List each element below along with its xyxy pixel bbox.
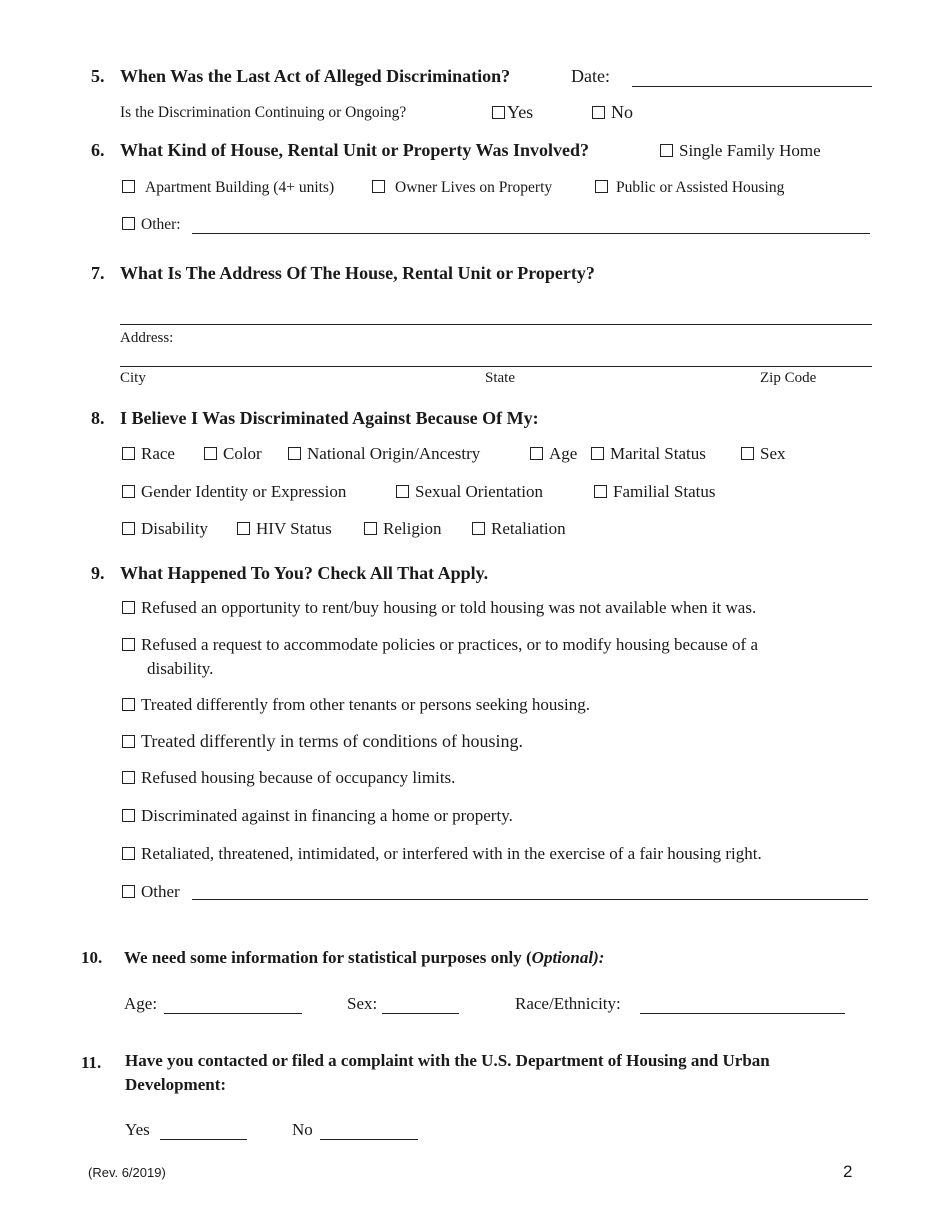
q9-option-refused-opportunity[interactable]: Refused an opportunity to rent/buy housing or told housing was not available when it was. xyxy=(122,598,756,618)
q6-option-apartment[interactable]: Apartment Building (4+ units) xyxy=(122,179,334,197)
q8-option-retaliation[interactable]: Retaliation xyxy=(472,519,566,539)
checkbox-icon[interactable] xyxy=(122,771,135,784)
q9-option-financing[interactable]: Discriminated against in financing a home or property. xyxy=(122,806,513,826)
q6-number: 6. xyxy=(91,140,105,160)
checkbox-icon[interactable] xyxy=(237,522,250,535)
checkbox-icon[interactable] xyxy=(660,144,673,157)
q10-title: We need some information for statistical purposes only (Optional): xyxy=(124,948,605,967)
q6-option-single-family[interactable]: Single Family Home xyxy=(660,141,821,161)
q8-option-religion[interactable]: Religion xyxy=(364,519,442,539)
checkbox-icon[interactable] xyxy=(122,217,135,230)
q6-other-field[interactable] xyxy=(192,233,870,234)
checkbox-icon[interactable] xyxy=(396,485,409,498)
q8-option-color[interactable]: Color xyxy=(204,444,262,464)
q8-option-familial-status[interactable]: Familial Status xyxy=(594,482,715,502)
checkbox-icon[interactable] xyxy=(122,847,135,860)
q11-title-line2: Development: xyxy=(125,1075,227,1094)
q9-title: What Happened To You? Check All That Apply. xyxy=(120,563,489,583)
q7-address-field[interactable] xyxy=(120,324,872,325)
q7-state-label: State xyxy=(485,370,515,386)
q8-option-gender-identity[interactable]: Gender Identity or Expression xyxy=(122,482,346,502)
checkbox-icon[interactable] xyxy=(594,485,607,498)
checkbox-icon[interactable] xyxy=(122,601,135,614)
q8-option-hiv-status[interactable]: HIV Status xyxy=(237,519,332,539)
q11-yes-field[interactable] xyxy=(160,1139,247,1140)
q5-title: When Was the Last Act of Alleged Discrimination? xyxy=(120,66,511,86)
q8-option-race[interactable]: Race xyxy=(122,444,175,464)
checkbox-icon[interactable] xyxy=(530,447,543,460)
checkbox-icon[interactable] xyxy=(122,638,135,651)
checkbox-icon[interactable] xyxy=(204,447,217,460)
checkbox-icon[interactable] xyxy=(288,447,301,460)
checkbox-icon[interactable] xyxy=(592,106,605,119)
q10-number: 10. xyxy=(81,948,103,967)
q9-other-field[interactable] xyxy=(192,899,868,900)
q9-option-refused-accommodation[interactable]: Refused a request to accommodate policies or practices, or to modify housing because of a xyxy=(122,635,758,655)
q5-yes-option[interactable]: Yes xyxy=(492,102,533,123)
q8-option-marital-status[interactable]: Marital Status xyxy=(591,444,706,464)
q9-option-occupancy-limits[interactable]: Refused housing because of occupancy limits. xyxy=(122,768,455,788)
q10-race-label: Race/Ethnicity: xyxy=(515,994,621,1013)
checkbox-icon[interactable] xyxy=(122,485,135,498)
q9-option-retaliated[interactable]: Retaliated, threatened, intimidated, or interfered with in the exercise of a fair housing right. xyxy=(122,844,762,864)
q9-option-refused-accommodation-cont: disability. xyxy=(147,659,214,678)
checkbox-icon[interactable] xyxy=(472,522,485,535)
checkbox-icon[interactable] xyxy=(591,447,604,460)
q9-option-treated-differently-conditions[interactable]: Treated differently in terms of conditions of housing. xyxy=(122,731,523,752)
checkbox-icon[interactable] xyxy=(122,447,135,460)
q11-number: 11. xyxy=(81,1053,102,1072)
q7-city-state-zip-field[interactable] xyxy=(120,366,872,367)
q9-option-other[interactable]: Other xyxy=(122,882,180,902)
checkbox-icon[interactable] xyxy=(595,180,608,193)
checkbox-icon[interactable] xyxy=(122,809,135,822)
q10-age-label: Age: xyxy=(124,994,158,1013)
q7-zip-label: Zip Code xyxy=(760,370,817,386)
q5-date-field[interactable] xyxy=(632,86,872,87)
q10-sex-label: Sex: xyxy=(347,994,378,1013)
checkbox-icon[interactable] xyxy=(122,735,135,748)
revision-note: (Rev. 6/2019) xyxy=(88,1165,166,1180)
q7-title: What Is The Address Of The House, Rental Unit or Property? xyxy=(120,263,595,283)
q11-title-line1: Have you contacted or filed a complaint with the U.S. Department of Housing and Urban xyxy=(125,1051,770,1070)
page-number: 2 xyxy=(843,1162,853,1181)
q8-option-disability[interactable]: Disability xyxy=(122,519,208,539)
checkbox-icon[interactable] xyxy=(122,885,135,898)
checkbox-icon[interactable] xyxy=(122,180,135,193)
q10-sex-field[interactable] xyxy=(382,1013,459,1014)
q5-number: 5. xyxy=(91,66,105,86)
q7-address-label: Address: xyxy=(120,330,174,346)
q5-continuing-label: Is the Discrimination Continuing or Ongoing? xyxy=(120,104,407,121)
checkbox-icon[interactable] xyxy=(372,180,385,193)
q6-option-owner-lives[interactable]: Owner Lives on Property xyxy=(372,179,552,197)
q6-title: What Kind of House, Rental Unit or Property Was Involved? xyxy=(120,140,590,160)
q6-option-public-housing[interactable]: Public or Assisted Housing xyxy=(595,179,784,197)
q8-option-sex[interactable]: Sex xyxy=(741,444,786,464)
checkbox-icon[interactable] xyxy=(741,447,754,460)
q8-option-age[interactable]: Age xyxy=(530,444,577,464)
checkbox-icon[interactable] xyxy=(122,698,135,711)
q10-race-field[interactable] xyxy=(640,1013,845,1014)
q7-number: 7. xyxy=(91,263,105,283)
q8-title: I Believe I Was Discriminated Against Because Of My: xyxy=(120,408,539,428)
q5-date-label: Date: xyxy=(571,66,610,86)
q8-number: 8. xyxy=(91,408,105,428)
q9-option-treated-differently-tenants[interactable]: Treated differently from other tenants or persons seeking housing. xyxy=(122,695,590,715)
q11-yes-label: Yes xyxy=(125,1120,150,1139)
q11-no-label: No xyxy=(292,1120,313,1139)
q10-age-field[interactable] xyxy=(164,1013,302,1014)
q8-option-sexual-orientation[interactable]: Sexual Orientation xyxy=(396,482,543,502)
q6-option-other[interactable]: Other: xyxy=(122,216,181,234)
q9-number: 9. xyxy=(91,563,105,583)
q7-city-label: City xyxy=(120,370,146,386)
checkbox-icon[interactable] xyxy=(364,522,377,535)
q11-no-field[interactable] xyxy=(320,1139,418,1140)
checkbox-icon[interactable] xyxy=(122,522,135,535)
q8-option-national-origin[interactable]: National Origin/Ancestry xyxy=(288,444,480,464)
q5-no-option[interactable]: No xyxy=(592,102,633,123)
checkbox-icon[interactable] xyxy=(492,106,505,119)
